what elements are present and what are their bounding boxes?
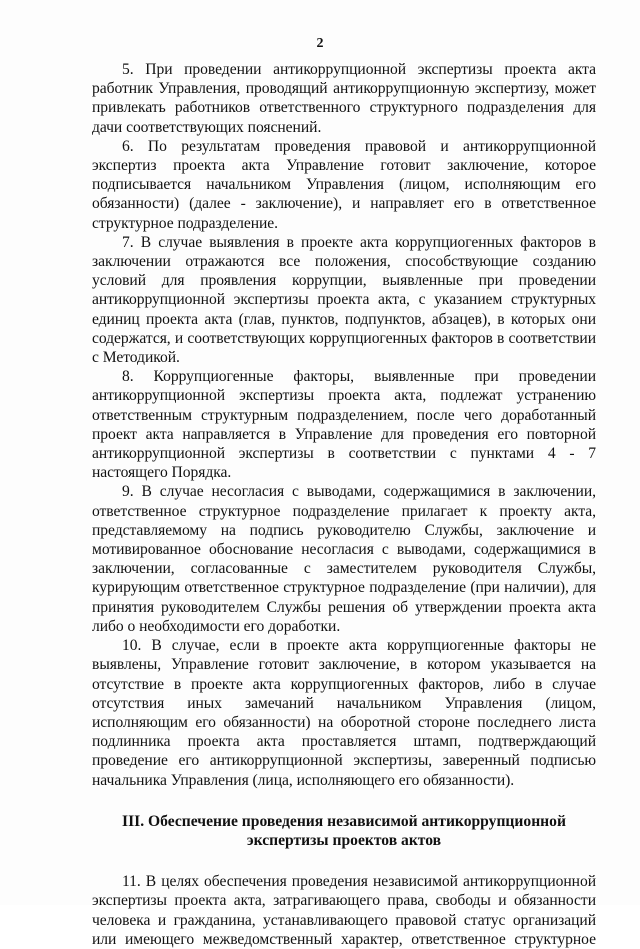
paragraph-6: 6. По результатам проведения правовой и антикоррупционной экспертиз проекта акта Управление готовит заключение, которое подписывается начальником Управления (лицом, исполняющим его обязанности) (далее - заключение), и направляет его в ответственное структурное подразделение. [92,137,596,232]
paragraph-8: 8. Коррупциогенные факторы, выявленные при проведении антикоррупционной экспертизы проекта акта, подлежат устранению ответственным структурным подразделением, после чего доработанный проект акта направляется в Управление для проведения его повторной антикоррупционной экспертизы в соответствии с пунктами 4 - 7 настоящего Порядка. [92,368,596,482]
paragraph-5: 5. При проведении антикоррупционной экспертизы проекта акта работник Управления, проводящий антикоррупционную экспертизу, может привлекать работников ответственного структурного подразделения для дачи соответствующих пояснений. [92,61,596,136]
section-heading-line-1: III. Обеспечение проведения независимой антикоррупционной [122,812,566,830]
paragraph-11: 11. В целях обеспечения проведения независимой антикоррупционной экспертизы проекта акта, затрагивающего права, свободы и обязанности человека и гражданина, устанавливающего правовой статус организаций или имеющего межведомственный характер, ответственное структурное [92,873,596,948]
paragraph-7: 7. В случае выявления в проекте акта коррупциогенных факторов в заключении отражаются все положения, способствующие созданию условий для проявления коррупции, выявленные при проведении антикоррупционной экспертизы проекта акта, с указанием структурных единиц проекта акта (глав, пунктов, подпунктов, абзацев), в которых они содержатся, и соответствующих коррупциогенных факторов в соответствии с Методикой. [92,233,596,367]
section-heading-line-2: экспертизы проектов актов [246,831,442,849]
document-body [92,60,596,949]
section-heading [92,812,596,850]
paragraph-9: 9. В случае несогласия с выводами, содержащимися в заключении, ответственное структурное подразделение прилагает к проекту акта, представляемому на подпись руководителю Службы, заключение и мотивированное обоснование несогласия с выводами, содержащимися в заключении, согласованные с заместителем руководителя Службы, курирующим ответственное структурное подразделение (при наличии), для принятия руководителем Службы решения об утверждении проекта акта либо о необходимости его доработки. [92,483,596,635]
paragraph-10: 10. В случае, если в проекте акта коррупциогенные факторы не выявлены, Управление готовит заключение, в котором указывается на отсутствие в проекте акта коррупциогенных факторов, либо в случае отсутствия иных замечаний начальником Управления (лицом, исполняющим его обязанности) на оборотной стороне последнего листа подлинника проекта акта проставляется штамп, подтверждающий проведение его антикоррупционной экспертизы, заверенный подписью начальника Управления (лица, исполняющего его обязанности). [92,637,596,789]
page-number: 2 [316,36,324,51]
